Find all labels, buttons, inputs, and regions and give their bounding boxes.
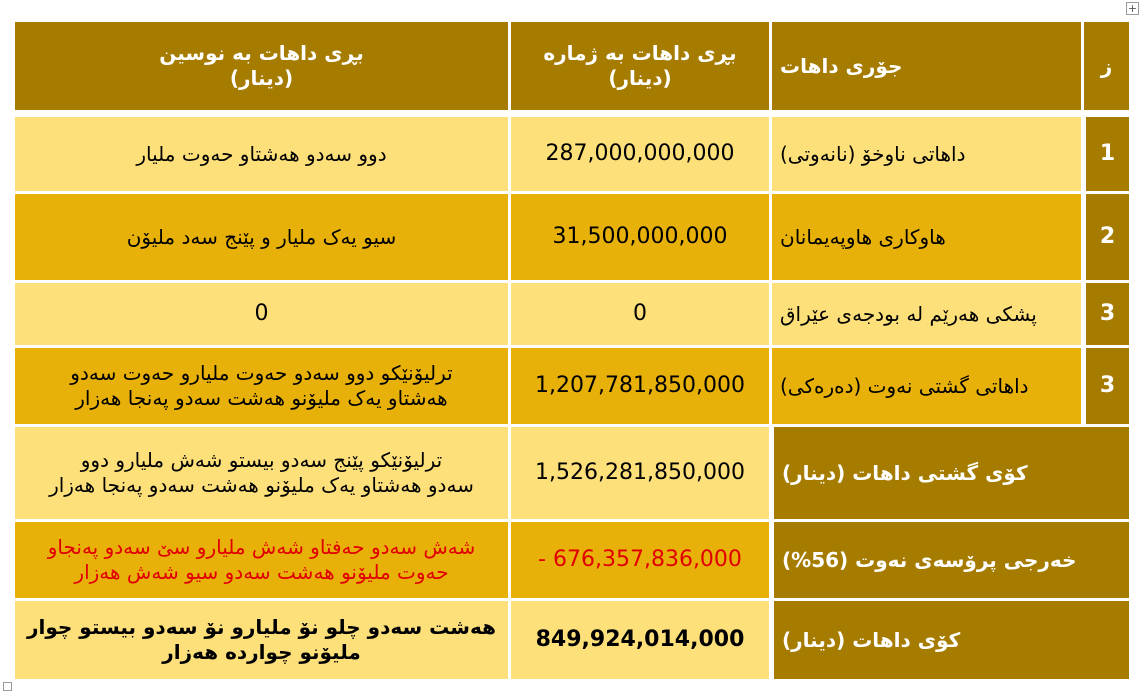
row2-words: سیو یەک ملیار و پێنج سەد ملیۆن	[15, 194, 508, 280]
row4-words	[15, 348, 508, 424]
total-income-words-line2: سەدو هەشتاو یەک ملیۆنو هەشت سەدو پەنجا هەزار	[49, 473, 474, 497]
total-income-number: 1,526,281,850,000	[511, 427, 769, 519]
oil-cost-words	[15, 522, 508, 598]
table-move-handle[interactable]: +	[1127, 2, 1138, 15]
row3-number: 0	[511, 283, 769, 345]
net-income-words-line2: ملیۆنو چواردە هەزار	[162, 640, 361, 664]
header-number-line1: بڕی داهات بە ژمارە	[543, 41, 737, 65]
oil-cost-words-line2: حەوت ملیۆنو هەشت سەدو سیو شەش هەزار	[74, 560, 449, 584]
header-words-line1: بڕی داهات بە نوسین	[159, 41, 364, 65]
header-number-amount	[511, 22, 769, 110]
row1-index: 1	[1086, 117, 1129, 191]
header-income-type: جۆری داهات	[772, 22, 1081, 110]
row2-type: هاوکاری هاوپەیمانان	[772, 194, 1081, 280]
row4-index: 3	[1086, 348, 1129, 424]
net-income-words-line1: هەشت سەدو چلو نۆ ملیارو نۆ سەدو بیستو چوار	[27, 615, 496, 639]
row1-type: داهاتی ناوخۆ (نانەوتی)	[772, 117, 1081, 191]
net-income-label: کۆی داهات (دینار)	[774, 601, 1129, 679]
row3-words: 0	[15, 283, 508, 345]
row4-words-line2: هەشتاو یەک ملیۆنو هەشت سەدو پەنجا هەزار	[75, 386, 448, 410]
oil-cost-number: - 676,357,836,000	[511, 522, 769, 598]
oil-cost-words-line1: شەش سەدو حەفتاو شەش ملیارو سێ سەدو پەنجاو	[47, 535, 476, 559]
row4-number: 1,207,781,850,000	[511, 348, 769, 424]
net-income-words	[15, 601, 508, 679]
row3-type: پشکی هەرێم لە بودجەی عێراق	[772, 283, 1081, 345]
table-resize-handle[interactable]	[3, 682, 12, 691]
header-words-line2: (دینار)	[229, 66, 294, 90]
net-income-number: 849,924,014,000	[511, 601, 769, 679]
header-number-line2: (دینار)	[608, 66, 672, 90]
total-income-words	[15, 427, 508, 519]
header-words-amount	[15, 22, 508, 110]
row4-words-line1: ترلیۆنێکو دوو سەدو حەوت ملیارو حەوت سەدو	[70, 361, 453, 385]
oil-cost-label: خەرجی پرۆسەی نەوت (56%)	[774, 522, 1129, 598]
row1-number: 287,000,000,000	[511, 117, 769, 191]
row1-words: دوو سەدو هەشتاو حەوت ملیار	[15, 117, 508, 191]
header-index: ز	[1084, 22, 1129, 110]
row2-number: 31,500,000,000	[511, 194, 769, 280]
total-income-words-line1: ترلیۆنێکو پێنج سەدو بیستو شەش ملیارو دوو	[80, 448, 443, 472]
row3-index: 3	[1086, 283, 1129, 345]
row2-index: 2	[1086, 194, 1129, 280]
row4-type: داهاتی گشتی نەوت (دەرەکی)	[772, 348, 1081, 424]
total-income-label: کۆی گشتی داهات (دینار)	[774, 427, 1129, 519]
